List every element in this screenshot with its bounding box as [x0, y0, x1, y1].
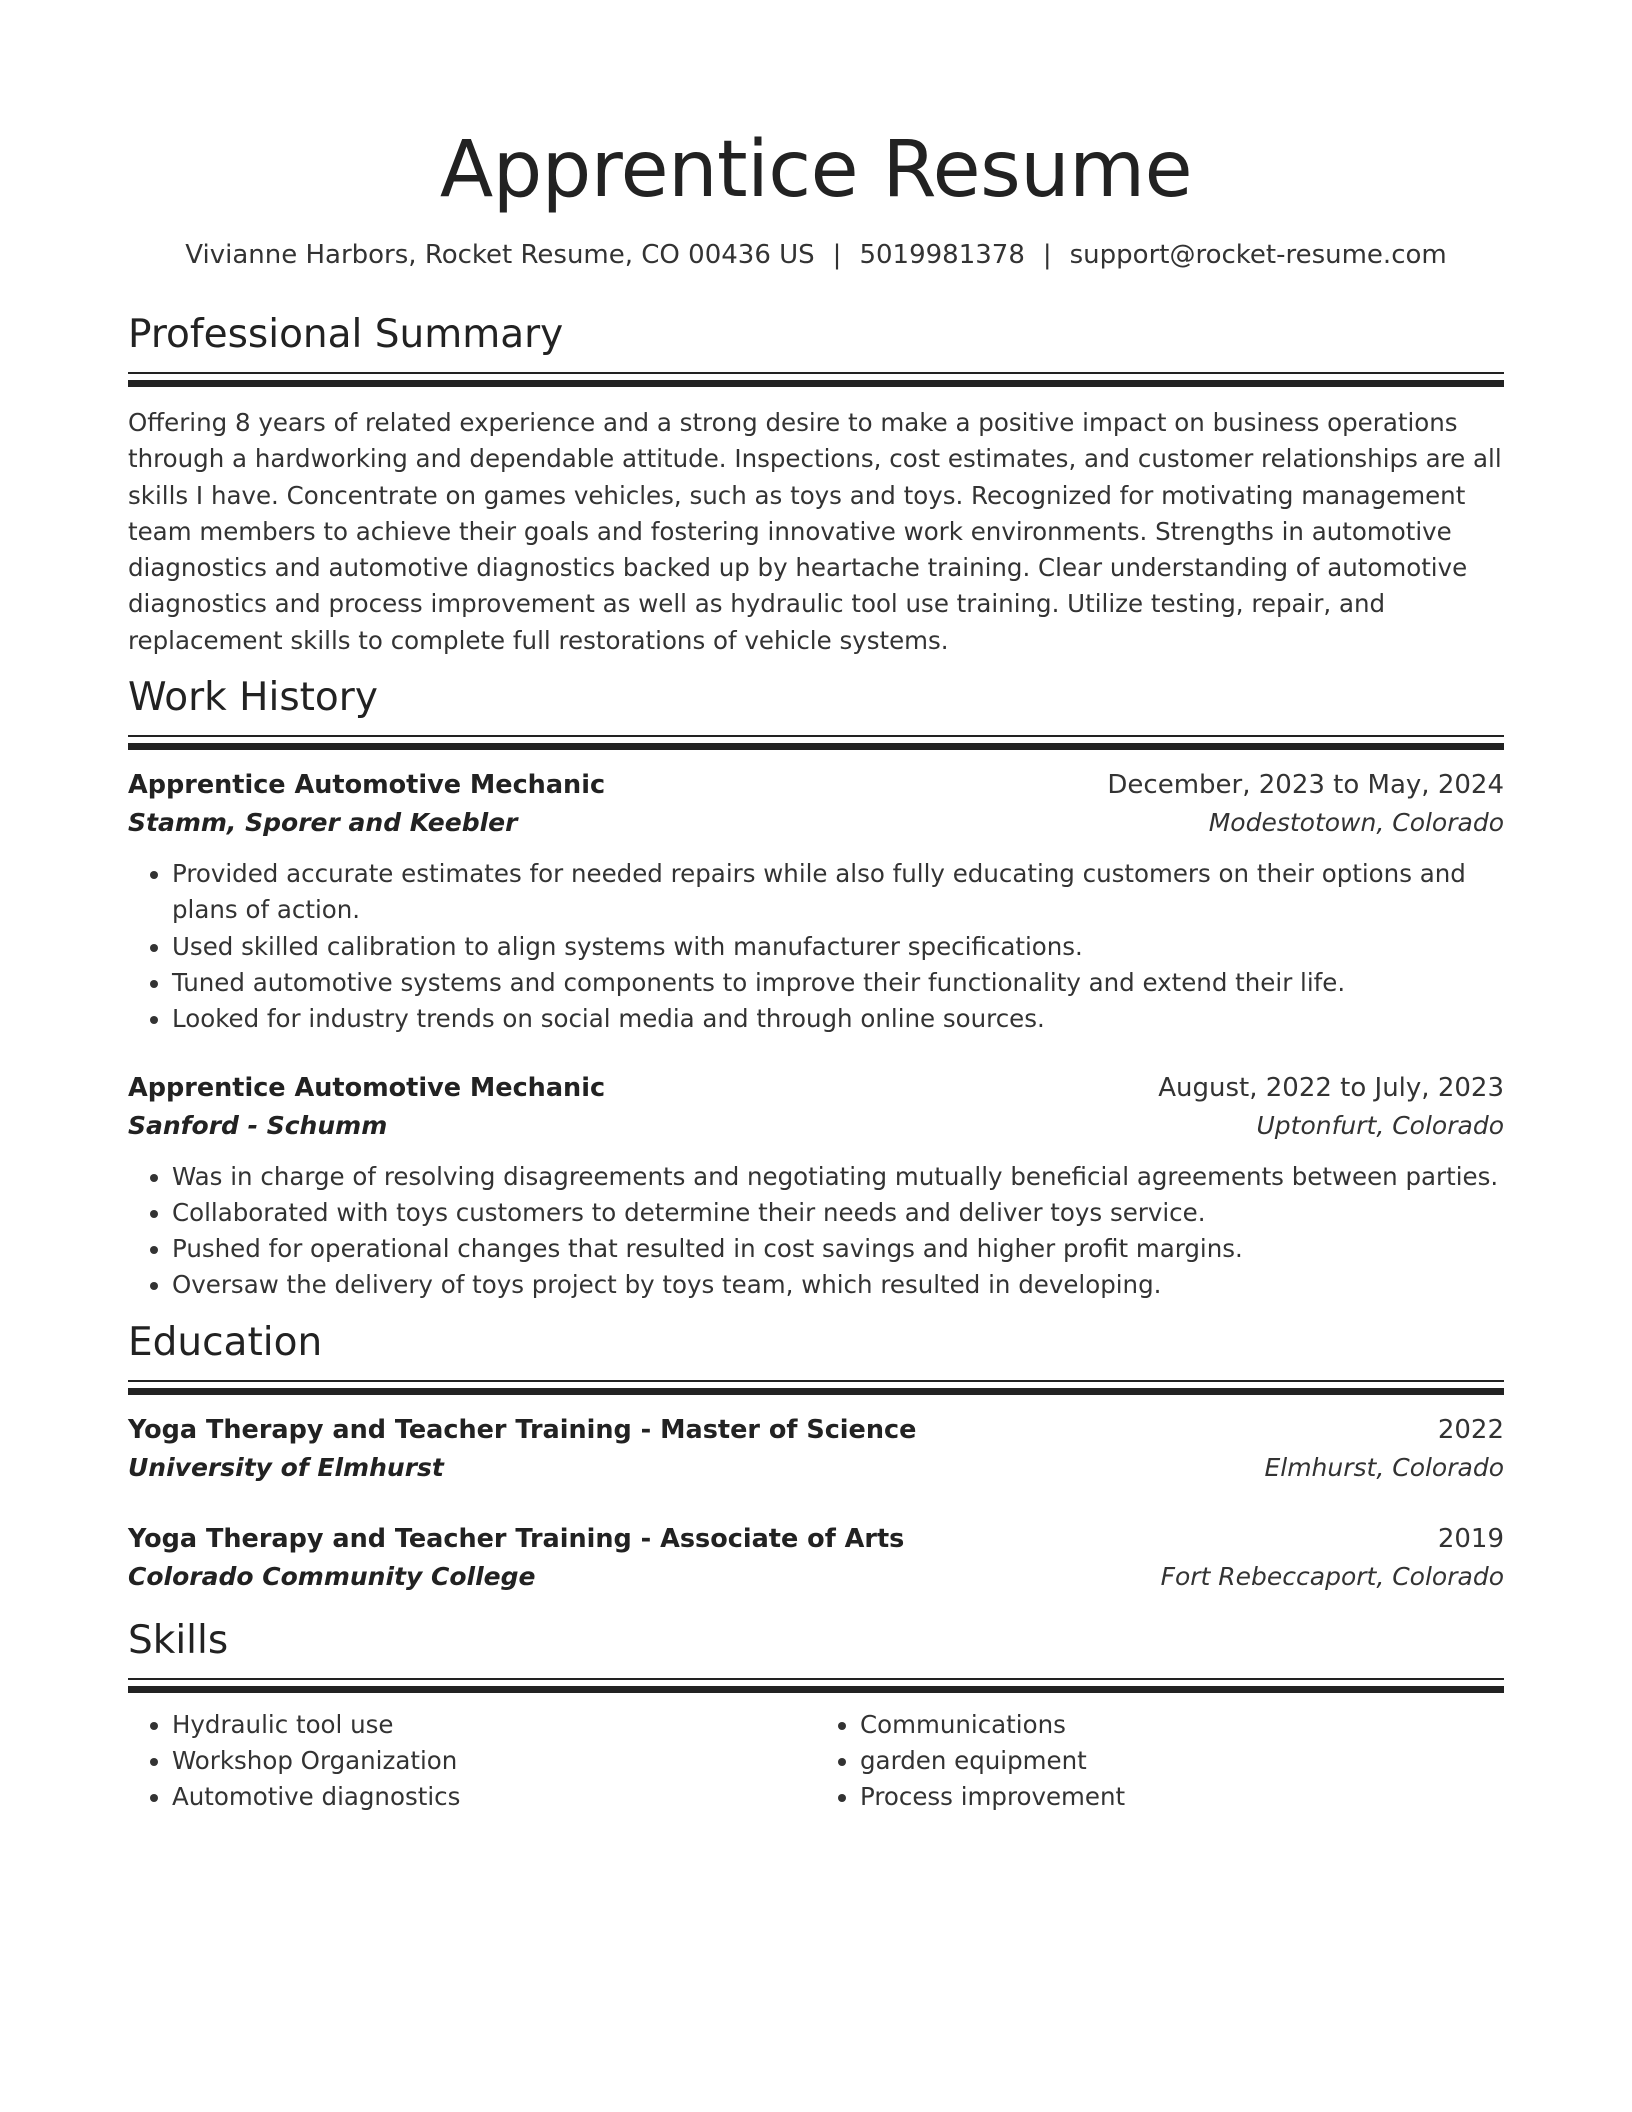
- section-divider: [128, 372, 1504, 387]
- list-item: • Used skilled calibration to align systems with manufacturer specifications.: [172, 929, 1504, 965]
- skills-column-right: [816, 1707, 1504, 1816]
- list-item: • Looked for industry trends on social media and through online sources.: [172, 1001, 1504, 1037]
- education-school-row: [128, 1558, 1504, 1596]
- education-section: [128, 1318, 1504, 1596]
- summary-section: [128, 310, 1504, 659]
- summary-text: Offering 8 years of related experience and a strong desire to make a positive impact on business operations through a hardworking and dependable attitude. Inspections, cost estimates, and customer relationships are all skills I have. Concentrate on games vehicles, such as toys and toys. Recognized for motivating management team members to achieve their goals and fostering innovative work environments. Strengths in automotive diagnostics and automotive diagnostics backed up by heartache training. Clear understanding of automotive diagnostics and process improvement as well as hydraulic tool use training. Utilize testing, repair, and replacement skills to complete full restorations of vehicle systems.: [128, 408, 1502, 655]
- skills-list: [816, 1707, 1504, 1816]
- education-entry: [128, 1411, 1504, 1487]
- section-divider: [128, 1380, 1504, 1395]
- section-heading-education: Education: [128, 1319, 323, 1365]
- job-title: Apprentice Automotive Mechanic: [128, 1072, 606, 1103]
- job-dates: December, 2023 to May, 2024: [1107, 770, 1504, 801]
- job-dates: August, 2022 to July, 2023: [1158, 1072, 1504, 1103]
- section-heading-work: Work History: [128, 675, 378, 721]
- contact-separator: |: [832, 240, 842, 270]
- job-employer: Sanford - Schumm: [128, 1110, 388, 1140]
- skill-item: • Automotive diagnostics: [172, 1779, 816, 1815]
- job-entry: [128, 1069, 1504, 1304]
- skills-grid: [128, 1707, 1504, 1816]
- contact-phone: 5019981378: [859, 240, 1025, 270]
- education-school-row: [128, 1449, 1504, 1487]
- work-section: [128, 673, 1504, 1304]
- list-item: • Tuned automotive systems and components to improve their functionality and extend their life.: [172, 965, 1504, 1001]
- job-employer-row: [128, 804, 1504, 842]
- job-location: Modestotown, Colorado: [1208, 808, 1504, 838]
- job-bullets: [128, 856, 1504, 1037]
- education-header-row: [128, 1520, 1504, 1558]
- education-location: Elmhurst, Colorado: [1264, 1452, 1504, 1482]
- job-location: Uptonfurt, Colorado: [1256, 1110, 1504, 1140]
- education-header-row: [128, 1411, 1504, 1449]
- education-year: 2019: [1437, 1523, 1504, 1554]
- list-item: • Pushed for operational changes that resulted in cost savings and higher profit margins.: [172, 1231, 1504, 1267]
- education-degree: Yoga Therapy and Teacher Training - Master of Science: [128, 1414, 917, 1445]
- resume-title: Apprentice Resume: [439, 125, 1193, 215]
- job-entry: [128, 766, 1504, 1037]
- contact-separator: |: [1042, 240, 1052, 270]
- skill-item: • Workshop Organization: [172, 1743, 816, 1779]
- list-item: • Provided accurate estimates for needed repairs while also fully educating customers on their options and plans of action.: [172, 856, 1504, 929]
- skill-item: • Communications: [860, 1707, 1504, 1743]
- skills-section: [128, 1616, 1504, 1816]
- skills-list: [128, 1707, 816, 1816]
- contact-address: Vivianne Harbors, Rocket Resume, CO 00436 US: [185, 240, 815, 270]
- education-location: Fort Rebeccaport, Colorado: [1160, 1561, 1504, 1591]
- section-divider: [128, 1678, 1504, 1693]
- section-heading-summary: Professional Summary: [128, 312, 564, 357]
- list-item: • Collaborated with toys customers to determine their needs and deliver toys service.: [172, 1195, 1504, 1231]
- skills-column-left: [128, 1707, 816, 1816]
- section-divider: [128, 735, 1504, 750]
- job-header-row: [128, 1069, 1504, 1107]
- education-school: University of Elmhurst: [128, 1452, 444, 1482]
- education-year: 2022: [1437, 1414, 1504, 1445]
- education-entry: [128, 1520, 1504, 1596]
- section-heading-skills: Skills: [128, 1617, 229, 1663]
- list-item: • Oversaw the delivery of toys project by toys team, which resulted in developing.: [172, 1267, 1504, 1303]
- job-employer-row: [128, 1107, 1504, 1145]
- contact-email: support@rocket-resume.com: [1069, 240, 1447, 270]
- contact-line: [128, 238, 1504, 272]
- skill-item: • garden equipment: [860, 1743, 1504, 1779]
- skill-item: • Hydraulic tool use: [172, 1707, 816, 1743]
- job-employer: Stamm, Sporer and Keebler: [128, 808, 518, 838]
- job-title: Apprentice Automotive Mechanic: [128, 770, 606, 801]
- education-school: Colorado Community College: [128, 1561, 536, 1591]
- skill-item: • Process improvement: [860, 1779, 1504, 1815]
- list-item: • Was in charge of resolving disagreements and negotiating mutually beneficial agreements between parties.: [172, 1159, 1504, 1195]
- job-bullets: [128, 1159, 1504, 1304]
- education-degree: Yoga Therapy and Teacher Training - Associate of Arts: [128, 1523, 905, 1554]
- job-header-row: [128, 766, 1504, 804]
